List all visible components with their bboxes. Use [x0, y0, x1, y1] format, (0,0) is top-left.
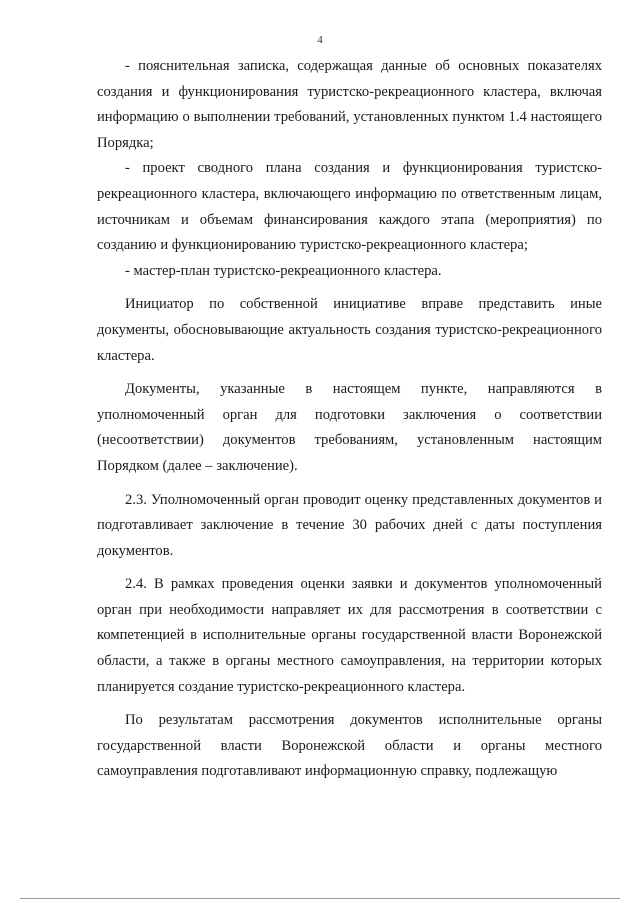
paragraph-explanatory-note: - пояснительная записка, содержащая данные об основных показателях создания и функционирования туристско-рекреационного кластера, включая информацию о выполнении требований, установленных пунктом 1.4 настоящего Порядка; [97, 58, 602, 151]
paragraph-section-2-3: 2.3. Уполномоченный орган проводит оценку представленных документов и подготавливает заключение в течение 30 рабочих дней с даты поступления документов. [97, 491, 602, 559]
document-body [97, 54, 602, 785]
paragraph-master-plan: - мастер-план туристско-рекреационного кластера. [125, 262, 442, 279]
paragraph-documents-submission: Документы, указанные в настоящем пункте, направляются в уполномоченный орган для подготовки заключения о соответствии (несоответствии) документов требованиям, установленным настоящим Порядком (далее – заключение). [97, 381, 602, 474]
paragraph-review-results: По результатам рассмотрения документов исполнительные органы государственной власти Воронежской области и органы местного самоуправления подготавливают информационную справку, подлежащую [97, 712, 602, 780]
paragraph-section-2-4: 2.4. В рамках проведения оценки заявки и документов уполномоченный орган при необходимости направляет их для рассмотрения в соответствии с компетенцией в исполнительные органы государственной власти Воронежской области, а также в органы местного самоуправления, на территории которых планируется создание туристско-рекреационного кластера. [97, 576, 602, 695]
page-number: 4 [317, 34, 323, 46]
page-bottom-divider [20, 898, 620, 899]
paragraph-summary-plan: - проект сводного плана создания и функционирования туристско-рекреационного кластера, включающего информацию по ответственным лицам, источникам и объемам финансирования каждого этапа (мероприятия) по созданию и функционированию туристско-рекреационного кластера; [97, 160, 602, 254]
paragraph-initiator-documents: Инициатор по собственной инициативе вправе представить иные документы, обосновывающие актуальность создания туристско-рекреационного кластера. [97, 296, 602, 364]
